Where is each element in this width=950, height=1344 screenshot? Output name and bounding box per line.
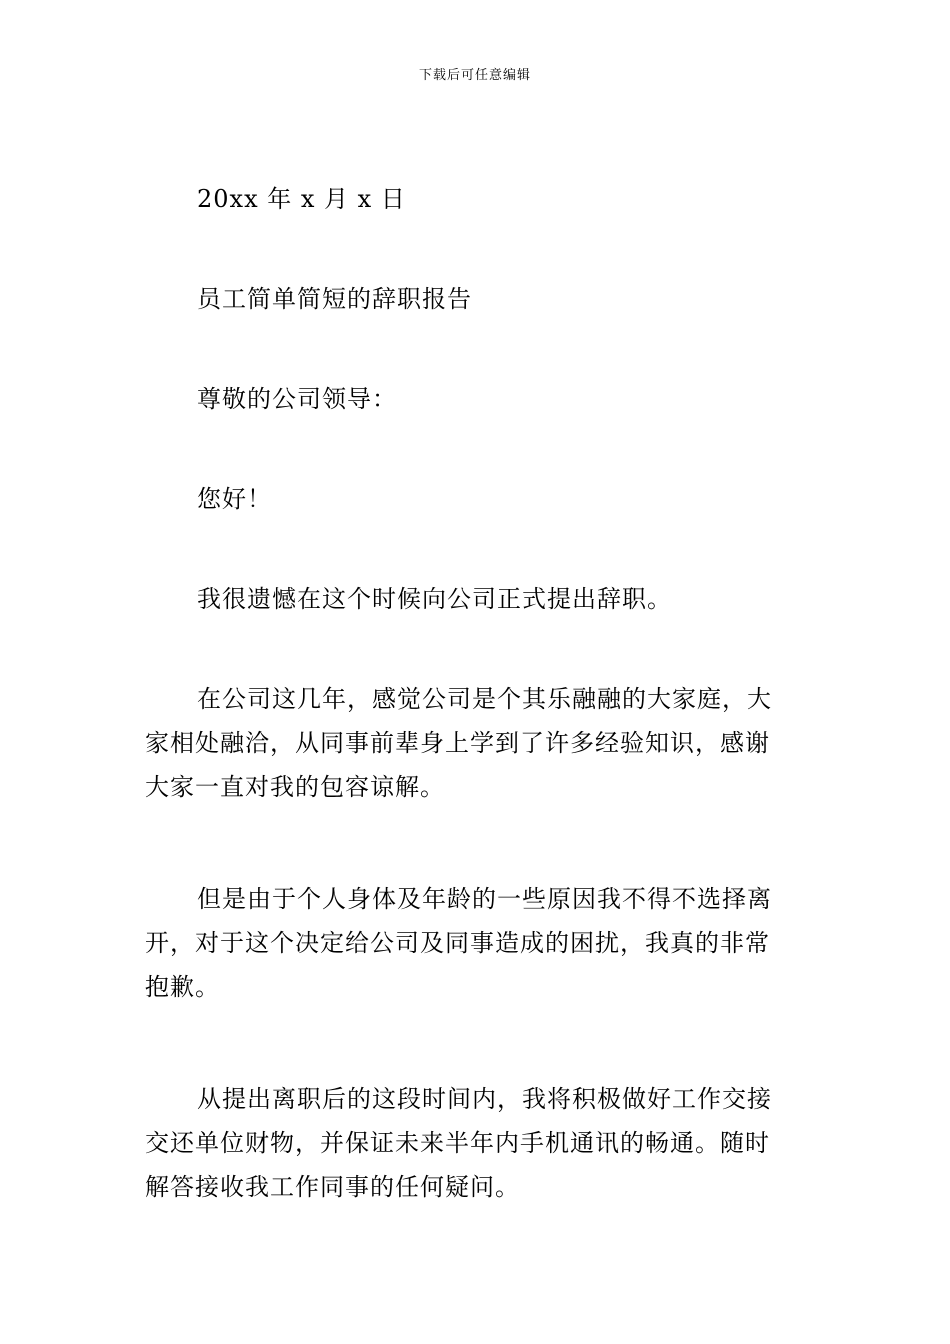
paragraph-line: 开，对于这个决定给公司及同事造成的困扰，我真的非常 <box>145 929 770 957</box>
letter-greeting: 您好！ <box>197 485 272 513</box>
paragraph-line: 从提出离职后的这段时间内，我将积极做好工作交接 <box>197 1085 772 1113</box>
paragraph-line: 但是由于个人身体及年龄的一些原因我不得不选择离 <box>197 885 772 913</box>
paragraph-line: 在公司这几年，感觉公司是个其乐融融的大家庭，大 <box>197 685 772 713</box>
paragraph-4 <box>145 1077 810 1209</box>
paragraph-line: 大家一直对我的包容谅解。 <box>145 773 445 801</box>
letter-date: 20xx 年 x 月 x 日 <box>197 185 406 213</box>
paragraph-line: 家相处融洽，从同事前辈身上学到了许多经验知识，感谢 <box>145 729 770 757</box>
paragraph-line: 解答接收我工作同事的任何疑问。 <box>145 1173 520 1201</box>
paragraph-line: 抱歉。 <box>145 973 220 1001</box>
header-note: 下载后可任意编辑 <box>418 68 531 83</box>
paragraph-line: 我很遗憾在这个时候向公司正式提出辞职。 <box>197 585 672 613</box>
paragraph-1 <box>145 577 810 621</box>
letter-title: 员工简单简短的辞职报告 <box>197 285 472 313</box>
paragraph-3 <box>145 877 810 1009</box>
paragraph-line: 交还单位财物，并保证未来半年内手机通讯的畅通。随时 <box>145 1129 770 1157</box>
letter-salutation: 尊敬的公司领导： <box>197 385 397 413</box>
paragraph-2 <box>145 677 810 809</box>
